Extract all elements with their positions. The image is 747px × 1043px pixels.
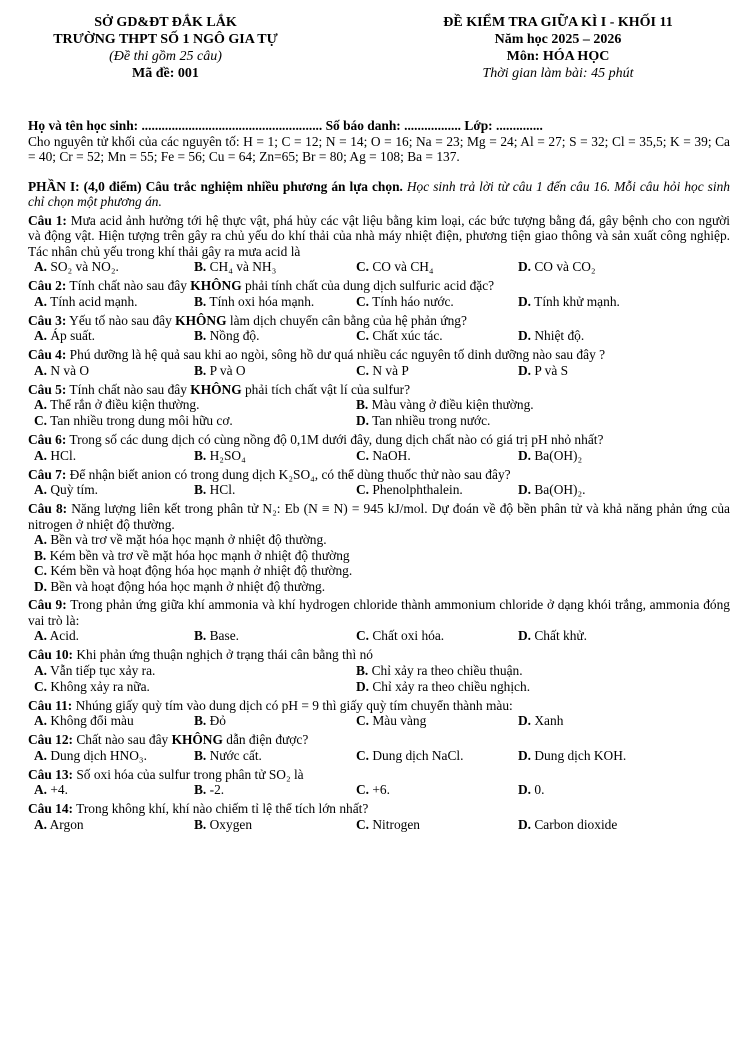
question-text: Tính chất nào sau đây bbox=[66, 381, 191, 397]
question-text: Số oxi hóa của sulfur trong phân tử SO₂ là bbox=[73, 766, 304, 782]
option-text: Phenolphthalein. bbox=[369, 482, 463, 497]
question-12 bbox=[28, 732, 730, 764]
option-letter: A. bbox=[34, 662, 48, 678]
option-text: -2. bbox=[206, 782, 225, 797]
option-text: HCl. bbox=[206, 482, 236, 497]
question-label: Câu 8: bbox=[28, 501, 68, 516]
question-label: Câu 9: bbox=[28, 597, 67, 612]
option-text: P và O bbox=[206, 362, 246, 378]
question-5 bbox=[28, 382, 730, 430]
option-letter: C. bbox=[34, 413, 48, 428]
option-text: Dung dịch NaCl. bbox=[369, 747, 464, 763]
option-text: Không xảy ra nữa. bbox=[47, 678, 150, 694]
option-c[interactable] bbox=[356, 817, 420, 833]
option-d[interactable] bbox=[518, 363, 568, 379]
options-row bbox=[28, 328, 730, 344]
exam-info-block bbox=[388, 14, 728, 82]
option-letter: C. bbox=[356, 713, 370, 728]
options-row bbox=[28, 563, 730, 579]
option-letter: C. bbox=[356, 259, 370, 274]
option-letter: A. bbox=[34, 259, 48, 274]
options-row bbox=[28, 748, 730, 764]
question-11 bbox=[28, 698, 730, 730]
option-text: Màu vàng bbox=[369, 713, 427, 728]
option-text: Chất xúc tác. bbox=[369, 328, 443, 343]
option-b[interactable] bbox=[194, 817, 252, 833]
option-letter: B. bbox=[194, 328, 207, 343]
option-letter: A. bbox=[34, 397, 48, 412]
option-letter: C. bbox=[34, 563, 48, 578]
option-b[interactable] bbox=[194, 482, 235, 498]
option-letter: D. bbox=[518, 628, 532, 643]
option-letter: D. bbox=[518, 328, 532, 343]
option-c[interactable] bbox=[356, 628, 444, 644]
option-text: Chỉ xảy ra theo chiều thuận. bbox=[368, 662, 523, 678]
option-d[interactable] bbox=[356, 679, 530, 695]
question-stem bbox=[28, 467, 730, 483]
student-id-field[interactable]: Số báo danh: ................. bbox=[325, 118, 462, 133]
option-text: Tan nhiều trong nước. bbox=[369, 413, 491, 428]
options-row bbox=[28, 532, 730, 548]
options-row bbox=[28, 482, 730, 498]
option-text: Tính oxi hóa mạnh. bbox=[206, 293, 315, 309]
options-row bbox=[28, 363, 730, 379]
option-b[interactable] bbox=[356, 397, 534, 413]
option-text: Tính acid mạnh. bbox=[47, 293, 138, 309]
question-10 bbox=[28, 647, 730, 695]
option-a[interactable] bbox=[34, 363, 89, 379]
option-c[interactable] bbox=[356, 294, 454, 310]
option-text: Vẫn tiếp tục xảy ra. bbox=[47, 662, 156, 678]
question-stem bbox=[28, 732, 730, 748]
section-title: PHẦN I: (4,0 điểm) Câu trắc nghiệm nhiều phương án lựa chọn. bbox=[28, 178, 403, 194]
option-c[interactable] bbox=[356, 448, 411, 464]
question-text: Trong phản ứng giữa khí ammonia và khí hydrogen chloride thành ammonium chloride ở dạng khói trắng, ammonia đóng vai trò là: bbox=[28, 597, 730, 628]
option-d[interactable] bbox=[518, 448, 582, 464]
option-a[interactable] bbox=[34, 294, 138, 310]
option-b[interactable] bbox=[34, 548, 350, 563]
question-7 bbox=[28, 467, 730, 499]
option-text: Kém bền và hoạt động hóa học mạnh ở nhiệt độ thường. bbox=[47, 563, 353, 578]
option-c[interactable] bbox=[356, 782, 390, 798]
option-d[interactable] bbox=[518, 748, 626, 764]
option-text: SO₂ và NO₂. bbox=[47, 259, 119, 274]
option-d[interactable] bbox=[518, 782, 544, 798]
option-text: N và O bbox=[47, 362, 90, 378]
option-text: Carbon dioxide bbox=[531, 816, 618, 832]
question-stem bbox=[28, 801, 730, 817]
option-c[interactable] bbox=[356, 713, 426, 729]
option-text: 0. bbox=[531, 782, 545, 797]
option-text: Acid. bbox=[47, 628, 80, 643]
option-letter: A. bbox=[34, 713, 48, 728]
option-letter: D. bbox=[518, 362, 532, 378]
option-letter: A. bbox=[34, 328, 48, 343]
question-label: Câu 4: bbox=[28, 347, 67, 362]
option-letter: C. bbox=[356, 782, 370, 797]
option-d[interactable] bbox=[518, 259, 596, 275]
class-field[interactable]: Lớp: .............. bbox=[464, 118, 543, 133]
exam-title: ĐỀ KIỂM TRA GIỮA KÌ I - KHỐI 11 bbox=[443, 15, 673, 30]
option-text: Nước cất. bbox=[206, 747, 262, 763]
section-heading bbox=[28, 179, 730, 210]
question-text: dẫn điện được? bbox=[222, 732, 309, 747]
option-letter: A. bbox=[34, 782, 48, 797]
exam-code: Mã đề: 001 bbox=[132, 66, 199, 81]
option-letter: A. bbox=[34, 628, 48, 643]
option-letter: B. bbox=[356, 397, 369, 412]
options-row bbox=[28, 397, 730, 413]
option-letter: B. bbox=[194, 782, 207, 797]
question-9 bbox=[28, 597, 730, 644]
option-text: Tính háo nước. bbox=[369, 293, 454, 309]
option-text: Dung dịch HNO₃. bbox=[47, 747, 147, 763]
exam-header bbox=[28, 0, 730, 100]
option-a[interactable] bbox=[34, 482, 98, 498]
option-b[interactable] bbox=[194, 294, 314, 310]
question-text: Mưa acid ảnh hưởng tới hệ thực vật, phá hủy các vật liệu bằng kim loại, các bức tượng bằng đá, gây bệnh cho con người và động vật. Hiện tượng trên gây ra chủ yếu do khí thải của nhà máy nhiệt điện, phương tiện giao thông và sản xuất công nghiệp. Tác nhân chủ yếu trong khí thải gây ra mưa acid là bbox=[28, 212, 730, 259]
option-letter: C. bbox=[34, 678, 48, 694]
option-letter: C. bbox=[356, 628, 370, 643]
option-c[interactable] bbox=[356, 482, 463, 498]
question-label: Câu 3: bbox=[28, 312, 67, 328]
question-stem bbox=[28, 213, 730, 260]
option-letter: D. bbox=[518, 447, 532, 463]
question-label: Câu 1: bbox=[28, 212, 67, 228]
option-d[interactable] bbox=[34, 579, 325, 594]
option-text: Nitrogen bbox=[369, 816, 420, 832]
question-stem bbox=[28, 767, 730, 783]
options-row bbox=[28, 713, 730, 729]
option-text: Oxygen bbox=[206, 816, 253, 832]
option-text: Kém bền và trơ về mặt hóa học mạnh ở nhiệt độ thường bbox=[46, 547, 350, 563]
options-row bbox=[28, 628, 730, 644]
option-text: Quỳ tím. bbox=[47, 482, 98, 497]
options-row bbox=[28, 413, 730, 429]
school-name: TRƯỜNG THPT SỐ 1 NGÔ GIA TỰ bbox=[53, 32, 278, 47]
school-year: Năm học 2025 – 2026 bbox=[494, 32, 622, 47]
option-text: H₂SO₄ bbox=[206, 447, 246, 463]
department-name: SỞ GD&ĐT ĐẮK LẮK bbox=[94, 15, 237, 30]
option-letter: B. bbox=[194, 447, 207, 463]
question-label: Câu 6: bbox=[28, 432, 67, 447]
question-stem bbox=[28, 313, 730, 329]
option-a[interactable] bbox=[34, 397, 199, 413]
option-d[interactable] bbox=[518, 713, 563, 729]
option-text: N và P bbox=[369, 362, 409, 378]
option-text: Tan nhiều trong dung môi hữu cơ. bbox=[47, 413, 233, 428]
question-label: Câu 11: bbox=[28, 697, 73, 713]
option-a[interactable] bbox=[34, 532, 327, 547]
option-text: Base. bbox=[206, 628, 240, 643]
option-text: Nhiệt độ. bbox=[531, 328, 585, 343]
option-text: Chất oxi hóa. bbox=[369, 628, 445, 643]
option-b[interactable] bbox=[356, 663, 523, 679]
option-b[interactable] bbox=[194, 748, 262, 764]
options-row bbox=[28, 679, 730, 695]
options-row bbox=[28, 548, 730, 564]
option-text: +4. bbox=[47, 782, 68, 797]
question-stem bbox=[28, 382, 730, 398]
question-2 bbox=[28, 278, 730, 310]
option-c[interactable] bbox=[356, 748, 464, 764]
question-6 bbox=[28, 432, 730, 464]
question-text: Yếu tố nào sau đây bbox=[66, 312, 176, 328]
option-letter: B. bbox=[194, 628, 207, 643]
question-label: Câu 14: bbox=[28, 801, 74, 816]
option-text: Áp suất. bbox=[47, 328, 96, 343]
option-letter: D. bbox=[518, 713, 532, 728]
student-name-field[interactable]: Họ và tên học sinh: ...................................................... bbox=[28, 118, 323, 133]
option-text: Đỏ bbox=[206, 713, 226, 728]
option-a[interactable] bbox=[34, 817, 84, 833]
question-stem bbox=[28, 278, 730, 294]
option-d[interactable] bbox=[518, 294, 620, 310]
option-c[interactable] bbox=[34, 413, 233, 429]
question-text: phải tính chất của dung dịch sulfuric acid đặc? bbox=[241, 278, 495, 293]
option-d[interactable] bbox=[518, 817, 617, 833]
option-letter: C. bbox=[356, 747, 370, 763]
option-b[interactable] bbox=[194, 782, 224, 798]
subject: Môn: HÓA HỌC bbox=[506, 49, 610, 64]
question-1 bbox=[28, 213, 730, 276]
exam-page bbox=[28, 0, 730, 833]
question-emphasis: KHÔNG bbox=[190, 381, 242, 397]
school-block bbox=[28, 14, 303, 82]
option-text: CO và CH₄ bbox=[369, 259, 434, 274]
question-label: Câu 2: bbox=[28, 278, 67, 293]
question-list bbox=[28, 213, 730, 833]
option-letter: C. bbox=[356, 362, 370, 378]
option-letter: D. bbox=[518, 816, 532, 832]
option-letter: A. bbox=[34, 293, 48, 309]
question-label: Câu 13: bbox=[28, 766, 74, 782]
question-text: làm dịch chuyển cân bằng của hệ phản ứng? bbox=[226, 312, 467, 328]
option-text: Chỉ xảy ra theo chiều nghịch. bbox=[369, 678, 531, 694]
option-letter: D. bbox=[518, 293, 532, 309]
question-text: Tính chất nào sau đây bbox=[66, 278, 191, 293]
option-letter: A. bbox=[34, 532, 48, 547]
options-row bbox=[28, 579, 730, 595]
option-c[interactable] bbox=[356, 363, 409, 379]
option-letter: A. bbox=[34, 447, 48, 463]
options-row bbox=[28, 663, 730, 679]
question-stem bbox=[28, 647, 730, 663]
options-row bbox=[28, 259, 730, 275]
option-letter: C. bbox=[356, 447, 370, 463]
option-letter: D. bbox=[356, 413, 370, 428]
option-text: Ba(OH)₂ bbox=[531, 447, 583, 463]
option-letter: A. bbox=[34, 816, 48, 832]
option-letter: C. bbox=[356, 293, 370, 309]
question-text: Chất nào sau đây bbox=[73, 732, 172, 747]
option-a[interactable] bbox=[34, 663, 155, 679]
question-text: Phú dưỡng là hệ quả sau khi ao ngòi, sông hồ dư quá nhiều các nguyên tố dinh dưỡng nào sau đây ? bbox=[66, 347, 606, 362]
option-text: CH₄ và NH₃ bbox=[206, 259, 277, 274]
question-label: Câu 7: bbox=[28, 466, 67, 482]
option-b[interactable] bbox=[194, 713, 226, 729]
option-b[interactable] bbox=[194, 259, 276, 275]
question-8 bbox=[28, 501, 730, 594]
option-text: Màu vàng ở điều kiện thường. bbox=[368, 397, 534, 412]
option-letter: D. bbox=[518, 747, 532, 763]
question-14 bbox=[28, 801, 730, 833]
section-note: Học sinh trả lời từ câu 1 đến câu 16. Mỗi câu hỏi học sinh chỉ chọn một phương án. bbox=[28, 178, 730, 209]
duration: Thời gian làm bài: 45 phút bbox=[482, 66, 634, 81]
question-text: Trong số các dung dịch có cùng nồng độ 0,1M dưới đây, dung dịch chất nào có giá trị pH nhỏ nhất? bbox=[66, 432, 604, 447]
option-d[interactable] bbox=[356, 413, 490, 429]
question-stem bbox=[28, 501, 730, 532]
option-b[interactable] bbox=[194, 328, 259, 344]
option-letter: D. bbox=[518, 259, 532, 274]
option-letter: D. bbox=[356, 678, 370, 694]
option-c[interactable] bbox=[34, 679, 150, 695]
question-emphasis: KHÔNG bbox=[171, 732, 223, 747]
question-stem bbox=[28, 597, 730, 628]
option-letter: B. bbox=[34, 547, 47, 563]
question-text: Khi phản ứng thuận nghịch ở trạng thái cân bằng thì nó bbox=[73, 647, 373, 662]
question-label: Câu 5: bbox=[28, 381, 67, 397]
option-text: Thể rắn ở điều kiện thường. bbox=[47, 397, 200, 412]
option-a[interactable] bbox=[34, 628, 79, 644]
option-text: NaOH. bbox=[369, 447, 411, 463]
question-label: Câu 10: bbox=[28, 647, 74, 662]
option-text: Ba(OH)₂. bbox=[531, 482, 586, 497]
option-text: Nồng độ. bbox=[206, 328, 260, 343]
option-a[interactable] bbox=[34, 259, 119, 275]
option-letter: B. bbox=[194, 362, 207, 378]
option-d[interactable] bbox=[518, 628, 587, 644]
option-letter: B. bbox=[194, 293, 207, 309]
option-letter: B. bbox=[356, 662, 369, 678]
options-row bbox=[28, 817, 730, 833]
option-letter: B. bbox=[194, 482, 207, 497]
option-text: Xanh bbox=[531, 713, 564, 728]
question-label: Câu 12: bbox=[28, 732, 74, 747]
option-a[interactable] bbox=[34, 782, 68, 798]
option-letter: A. bbox=[34, 747, 48, 763]
question-3 bbox=[28, 313, 730, 345]
option-c[interactable] bbox=[34, 563, 352, 578]
option-a[interactable] bbox=[34, 328, 95, 344]
option-letter: B. bbox=[194, 816, 207, 832]
option-text: Dung dịch KOH. bbox=[531, 747, 627, 763]
option-text: Bền và trơ về mặt hóa học mạnh ở nhiệt độ thường. bbox=[47, 532, 327, 547]
option-text: Tính khử mạnh. bbox=[531, 293, 620, 309]
question-text: phải tích chất vật lí của sulfur? bbox=[241, 381, 411, 397]
question-stem bbox=[28, 347, 730, 363]
options-row bbox=[28, 294, 730, 310]
question-4 bbox=[28, 347, 730, 379]
option-b[interactable] bbox=[194, 628, 239, 644]
option-text: HCl. bbox=[47, 447, 77, 463]
option-text: Argon bbox=[47, 816, 84, 832]
option-letter: C. bbox=[356, 816, 370, 832]
option-letter: B. bbox=[194, 259, 207, 274]
option-letter: D. bbox=[518, 482, 532, 497]
option-text: P và S bbox=[531, 362, 569, 378]
question-text: Năng lượng liên kết trong phân tử N₂: Eb (N ≡ N) = 945 kJ/mol. Dự đoán về độ bền phân tử và khả năng phản ứng của nitrogen ở nhiệt độ thường. bbox=[28, 501, 730, 532]
question-count: (Đề thi gồm 25 câu) bbox=[109, 49, 222, 64]
option-c[interactable] bbox=[356, 328, 443, 344]
options-row bbox=[28, 448, 730, 464]
question-stem bbox=[28, 698, 730, 714]
option-b[interactable] bbox=[194, 363, 246, 379]
question-text: Nhúng giấy quỳ tím vào dung dịch có pH = 9 thì giấy quỳ tím chuyển thành màu: bbox=[72, 697, 513, 713]
option-text: Bền và hoạt động hóa học mạnh ở nhiệt độ thường. bbox=[47, 578, 326, 594]
option-text: CO và CO₂ bbox=[531, 259, 596, 274]
option-text: +6. bbox=[369, 782, 390, 797]
option-letter: D. bbox=[518, 782, 532, 797]
option-b[interactable] bbox=[194, 448, 246, 464]
option-a[interactable] bbox=[34, 713, 134, 729]
option-letter: C. bbox=[356, 482, 370, 497]
option-letter: B. bbox=[194, 713, 207, 728]
question-13 bbox=[28, 767, 730, 799]
option-text: Không đổi màu bbox=[47, 713, 134, 728]
option-text: Chất khử. bbox=[531, 628, 588, 643]
option-a[interactable] bbox=[34, 748, 147, 764]
option-c[interactable] bbox=[356, 259, 434, 275]
option-letter: D. bbox=[34, 578, 48, 594]
option-letter: A. bbox=[34, 362, 48, 378]
options-row bbox=[28, 782, 730, 798]
question-emphasis: KHÔNG bbox=[175, 312, 227, 328]
option-d[interactable] bbox=[518, 482, 586, 498]
option-letter: B. bbox=[194, 747, 207, 763]
option-letter: C. bbox=[356, 328, 370, 343]
atomic-masses: Cho nguyên tử khối của các nguyên tố: H = 1; C = 12; N = 14; O = 16; Na = 23; Mg = 24; Al = 27; S = 32; Cl = 35,5; K = 39; Ca = 40; Cr = 52; Mn = 55; Fe = 56; Cu = 64; Zn=65; Br = 80; Ag = 108; Ba = 137. bbox=[28, 133, 730, 164]
student-info bbox=[28, 118, 730, 134]
question-text: Để nhận biết anion có trong dung dịch K₂SO₄, có thể dùng thuốc thử nào sau đây? bbox=[66, 466, 511, 482]
option-letter: A. bbox=[34, 482, 48, 497]
option-a[interactable] bbox=[34, 448, 76, 464]
question-emphasis: KHÔNG bbox=[190, 278, 242, 293]
option-d[interactable] bbox=[518, 328, 584, 344]
question-text: Trong không khí, khí nào chiếm tỉ lệ thể tích lớn nhất? bbox=[73, 801, 369, 816]
question-stem bbox=[28, 432, 730, 448]
